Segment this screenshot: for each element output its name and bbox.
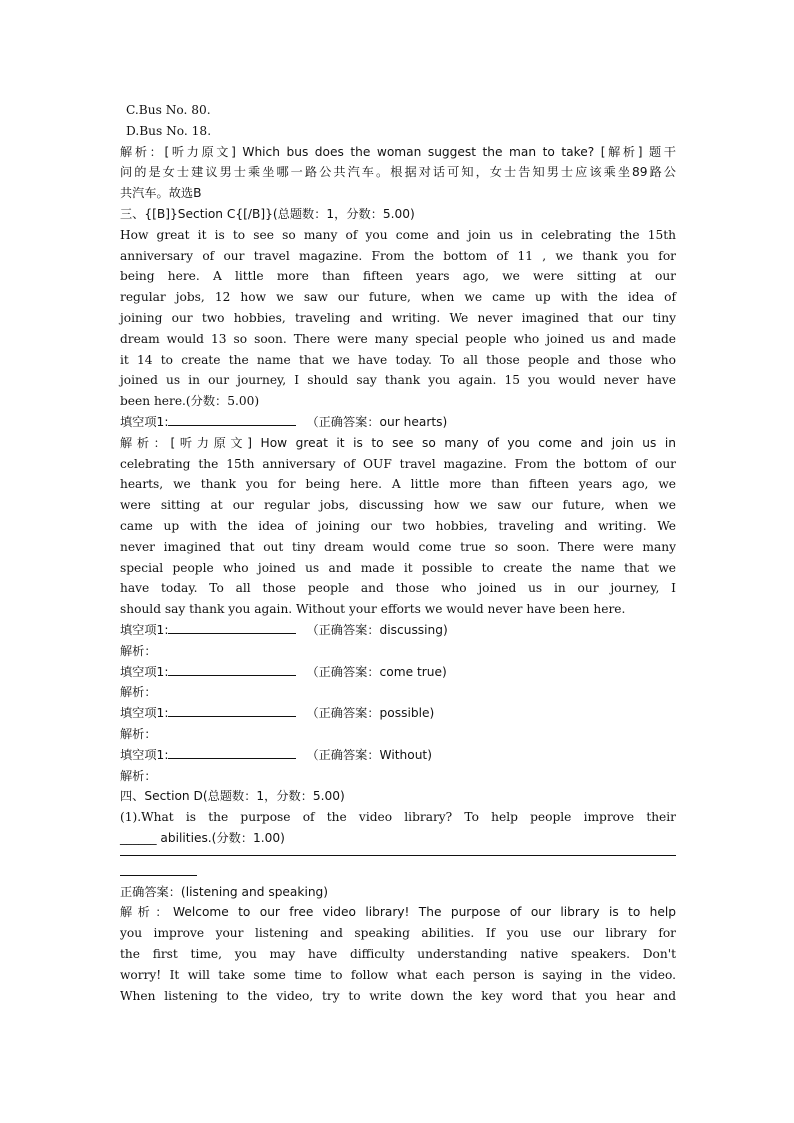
analysis-label: 解析： xyxy=(120,685,157,700)
blank-label: 填空项1: xyxy=(120,706,169,721)
answer-blank[interactable] xyxy=(168,413,296,426)
section-c-analysis xyxy=(120,433,676,620)
section-c-passage xyxy=(120,225,676,412)
passage-line: it 14 to create the name that we have today. To all those people and those who xyxy=(120,352,676,367)
passage-line: joined us in our journey, I should say thank you again. 15 you would never have xyxy=(120,373,676,388)
correct-answer: 正确答案：(listening and speaking) xyxy=(120,884,329,899)
blank-answer: （正确答案：Without) xyxy=(306,747,432,762)
analysis-label: 解析： xyxy=(120,643,157,658)
passage-line: been here.(分数：5.00) xyxy=(120,394,260,409)
passage-line: regular jobs, 12 how we saw our future, when we came up with the idea of xyxy=(120,290,676,305)
answer-blank[interactable] xyxy=(168,746,296,759)
analysis-line: worry! It will take some time to follow what each person is saying in the video. xyxy=(120,967,676,982)
blank-label: 填空项1: xyxy=(120,622,169,637)
section-d-analysis xyxy=(120,902,676,1006)
passage-line: dream would 13 so soon. There were many special people who joined us and made xyxy=(120,331,676,346)
blank-item xyxy=(120,412,676,433)
option-d: D.Bus No. 18. xyxy=(126,123,212,138)
section-c-header: 三、{[B]}Section C{[/B]}(总题数：1，分数：5.00) xyxy=(120,206,415,221)
document-page xyxy=(120,100,676,1006)
analysis-line: never imagined that out tiny dream would come true so soon. There were many xyxy=(120,539,676,554)
blank-item xyxy=(120,620,676,641)
question-text: ______ abilities.(分数：1.00) xyxy=(120,830,285,845)
analysis-line: When listening to the video, try to write down the key word that you hear and xyxy=(120,988,676,1003)
option-c: C.Bus No. 80. xyxy=(126,103,211,117)
blank-answer: （正确答案：our hearts) xyxy=(306,414,448,429)
analysis-label: 解析： xyxy=(120,768,157,783)
analysis-line: you improve your listening and speaking abilities. If you use our library for xyxy=(120,926,676,941)
passage-line: being here. A little more than fifteen years ago, we were sitting at our xyxy=(120,269,676,284)
analysis-line: 解析：[听力原文] How great it is to see so many of you come and join us in xyxy=(120,435,676,450)
analysis-line: the first time, you may have difficulty understanding native speakers. Don't xyxy=(120,947,676,962)
blank-label: 填空项1: xyxy=(120,664,169,679)
blank-answer: （正确答案：possible) xyxy=(306,706,435,721)
analysis-label: 解析： xyxy=(120,726,157,741)
blank-item xyxy=(120,703,676,724)
analysis-line: special people who joined us and made it possible to create the name that we xyxy=(120,560,676,575)
passage-line: How great it is to see so many of you come and join us in celebrating the 15th xyxy=(120,227,676,242)
passage-line: anniversary of our travel magazine. From the bottom of 11 , we thank you for xyxy=(120,248,676,263)
blank-item xyxy=(120,745,676,766)
blank-label: 填空项1: xyxy=(120,747,169,762)
analysis-line: were sitting at our regular jobs, discussing how we saw our future, when we xyxy=(120,498,676,513)
question-text: (1).What is the purpose of the video library? To help people improve their xyxy=(120,810,676,825)
analysis-line: 问的是女士建议男士乘坐哪一路公共汽车。根据对话可知，女士告知男士应该乘坐89路公 xyxy=(120,165,676,180)
answer-line[interactable] xyxy=(120,855,676,856)
passage-line: joining our two hobbies, traveling and writing. We never imagined that our tiny xyxy=(120,310,676,325)
section-d-header: 四、Section D(总题数：1，分数：5.00) xyxy=(120,789,345,804)
analysis-line: have today. To all those people and those who joined us in our journey, I xyxy=(120,581,676,596)
analysis-line: 解析：[听力原文] Which bus does the woman suggest the man to take? [解析] 题干 xyxy=(120,144,676,159)
analysis-line: came up with the idea of joining our two hobbies, traveling and writing. We xyxy=(120,518,676,533)
blank-answer: （正确答案：come true) xyxy=(306,664,447,679)
answer-blank[interactable] xyxy=(168,621,296,634)
analysis-line: 解析：Welcome to our free video library! The purpose of our library is to help xyxy=(120,905,676,920)
blank-label: 填空项1: xyxy=(120,414,169,429)
blank-answer: （正确答案：discussing) xyxy=(306,622,448,637)
analysis-line: should say thank you again. Without your efforts we would never have been here. xyxy=(120,602,626,617)
answer-blank[interactable] xyxy=(168,704,296,717)
blank-item xyxy=(120,662,676,683)
analysis-line: hearts, we thank you for being here. A little more than fifteen years ago, we xyxy=(120,477,676,492)
analysis-line: celebrating the 15th anniversary of OUF travel magazine. From the bottom of our xyxy=(120,456,676,471)
analysis-line: 共汽车。故选B xyxy=(120,186,202,201)
answer-blank[interactable] xyxy=(168,663,296,676)
